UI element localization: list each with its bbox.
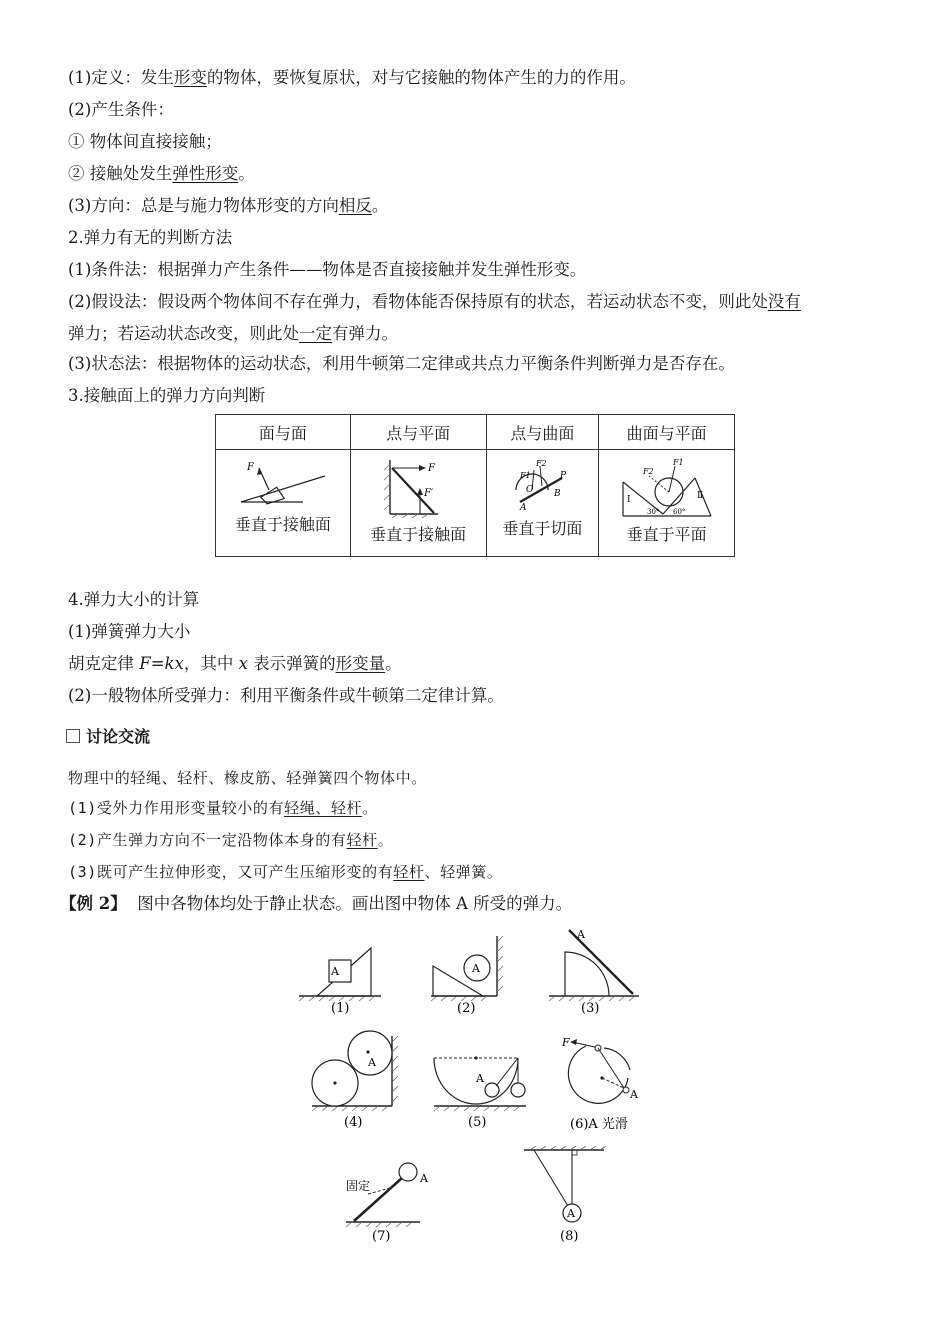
- section-title-judge: 2.弹力有无的判断方法: [68, 228, 233, 247]
- block-on-incline-figure: [233, 456, 333, 508]
- figure-8: [520, 1146, 610, 1246]
- force-label: F: [562, 1036, 570, 1049]
- figure-caption: (6)A 光滑: [570, 1117, 628, 1132]
- figure-7: [340, 1158, 440, 1246]
- figure-4: [310, 1028, 410, 1132]
- table-cell: [486, 450, 599, 557]
- text: 、轻弹簧。: [424, 863, 503, 881]
- discussion-heading: [66, 724, 150, 747]
- checkbox-icon: [66, 729, 80, 743]
- point-label: O: [526, 485, 534, 495]
- direction-line: [68, 194, 388, 218]
- region-label: Ⅱ: [696, 491, 703, 501]
- section-title-direction: 3.接触面上的弹力方向判断: [68, 386, 266, 405]
- figure-caption: (8): [560, 1229, 579, 1244]
- discussion-q3: [68, 860, 503, 884]
- force-label: F1: [520, 471, 532, 480]
- text: 。: [371, 196, 389, 215]
- figure-caption: (7): [372, 1229, 391, 1244]
- example-statement: [60, 892, 572, 916]
- direction-table: [215, 414, 735, 557]
- force-label: F2: [642, 467, 654, 476]
- table-caption: 垂直于接触面: [234, 515, 331, 534]
- answer-blank: 一定: [299, 324, 332, 343]
- object-label: A: [577, 928, 585, 941]
- text: 的物体，要恢复原状，对与它接触的物体产生的力的作用。: [206, 68, 636, 87]
- judge-condition: (1)条件法：根据弹力产生条件——物体是否直接接触并发生弹性形变。: [68, 260, 587, 279]
- text: (1)受外力作用形变量较小的有: [68, 799, 285, 817]
- table-caption: 垂直于切面: [502, 519, 583, 538]
- discussion-q1: [68, 796, 378, 820]
- text: 胡克定律: [68, 654, 140, 673]
- point-label: B: [554, 489, 561, 499]
- variable: x: [238, 654, 248, 673]
- text: 。: [362, 799, 378, 817]
- heading-text: 讨论交流: [86, 727, 151, 746]
- text: 。: [385, 654, 402, 673]
- force-label: F: [246, 462, 254, 473]
- definition-line: [68, 66, 636, 90]
- text: 表示弹簧的: [247, 654, 336, 673]
- answer-blank: 形变量: [335, 654, 386, 673]
- figure-5: [430, 1050, 530, 1132]
- table-header: 面与面: [216, 415, 351, 450]
- object-label: A: [472, 962, 480, 975]
- judge-assume-1: [68, 290, 801, 314]
- force-label: F1: [672, 458, 684, 467]
- text: 。: [377, 831, 394, 849]
- text: ② 接触处发生: [68, 164, 173, 183]
- region-label: Ⅰ: [626, 495, 631, 505]
- text: (3)方向：总是与施力物体形变的方向: [68, 196, 339, 215]
- table-header: 点与平面: [350, 415, 486, 450]
- condition-item-2: [68, 162, 255, 186]
- figure-1: [295, 928, 385, 1020]
- discussion-intro: 物理中的轻绳、轻杆、橡皮筋、轻弹簧四个物体中。: [68, 769, 427, 787]
- hooke-law: [68, 652, 402, 676]
- object-label: A: [567, 1207, 575, 1220]
- general-calc: (2)一般物体所受弹力：利用平衡条件或牛顿第二定律计算。: [68, 686, 504, 705]
- text: 。: [238, 164, 255, 183]
- section-title-magnitude: 4.弹力大小的计算: [68, 590, 200, 609]
- point-label: P: [560, 471, 567, 481]
- condition-heading: (2)产生条件：: [68, 100, 174, 119]
- text: 弹力；若运动状态改变，则此处: [68, 324, 299, 343]
- answer-blank: 相反: [338, 196, 372, 215]
- force-label: F2: [536, 459, 548, 468]
- object-label: A: [476, 1072, 484, 1085]
- judge-assume-2: [68, 322, 398, 346]
- condition-item-1: ① 物体间直接接触；: [68, 132, 222, 151]
- fixed-label: 固定: [346, 1179, 371, 1193]
- rod-on-curve-figure: [502, 456, 582, 512]
- table-cell: [599, 450, 735, 557]
- discussion-q2: [68, 828, 393, 852]
- figure-caption: (3): [581, 1001, 600, 1016]
- spring-heading: (1)弹簧弹力大小: [68, 622, 191, 641]
- formula: F=kx: [139, 654, 184, 673]
- ball-in-v-groove-figure: [619, 456, 715, 518]
- example-tag: 【例 2】: [60, 894, 127, 913]
- text: (3)既可产生拉伸形变，又可产生压缩形变的有: [68, 863, 394, 881]
- angle-label: 30°: [646, 508, 660, 516]
- text: ，其中: [183, 654, 239, 673]
- text: (2)假设法：假设两个物体间不存在弹力，看物体能否保持原有的状态，若运动状态不变，则此处: [68, 292, 768, 311]
- object-label: A: [331, 965, 339, 978]
- angle-label: 60°: [672, 508, 686, 516]
- object-label: A: [420, 1172, 428, 1185]
- figure-3: [545, 922, 645, 1020]
- force-label: F: [428, 463, 436, 474]
- figure-6: [558, 1030, 648, 1134]
- text: (1)定义：发生: [68, 68, 174, 87]
- object-label: A: [368, 1056, 376, 1069]
- text: 图中各物体均处于静止状态。画出图中物体 A 所受的弹力。: [137, 894, 573, 913]
- figure-caption: (4): [344, 1115, 363, 1130]
- figure-2: [425, 928, 515, 1020]
- point-label: A: [520, 503, 527, 512]
- figure-caption: (1): [331, 1001, 350, 1016]
- table-header: 点与曲面: [486, 415, 599, 450]
- table-caption: 垂直于接触面: [370, 525, 467, 544]
- text: 有弹力。: [332, 324, 398, 343]
- rod-in-corner-figure: [368, 456, 468, 518]
- force-label: F′: [424, 488, 434, 499]
- object-label: A: [630, 1088, 638, 1101]
- answer-blank: 轻杆: [346, 831, 378, 849]
- answer-blank: 轻绳、轻杆: [284, 799, 363, 817]
- table-caption: 垂直于平面: [626, 525, 707, 544]
- figure-caption: (5): [468, 1115, 487, 1130]
- answer-blank: 轻杆: [393, 863, 425, 881]
- table-cell: [216, 450, 351, 557]
- judge-state: (3)状态法：根据物体的运动状态，利用牛顿第二定律或共点力平衡条件判断弹力是否存在。: [68, 354, 735, 373]
- text: (2)产生弹力方向不一定沿物体本身的有: [68, 831, 347, 849]
- table-cell: [350, 450, 486, 557]
- table-header: 曲面与平面: [599, 415, 735, 450]
- answer-blank: 形变: [173, 68, 207, 87]
- answer-blank: 没有: [767, 292, 801, 311]
- answer-blank: 弹性形变: [172, 164, 239, 183]
- figure-caption: (2): [457, 1001, 476, 1016]
